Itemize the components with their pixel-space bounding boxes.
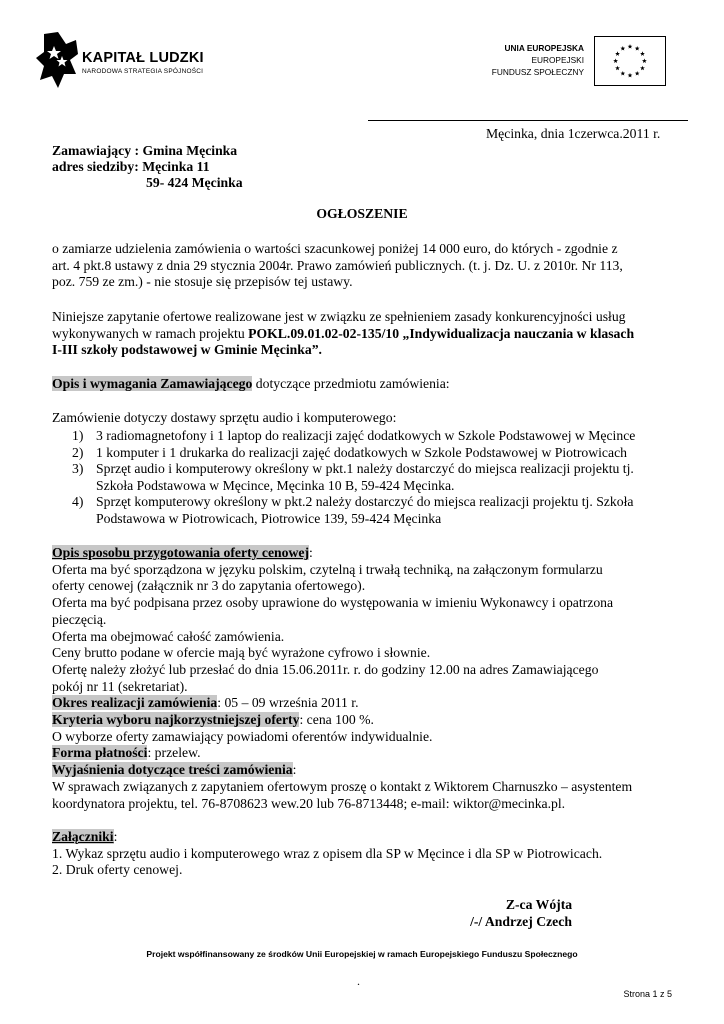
explanations-line: koordynatora projektu, tel. 76-8708623 wew.20 lub 76-8713448; e-mail: wiktor@mecinka.pl. <box>52 795 566 811</box>
signature-block <box>436 896 606 930</box>
eu-star-icon <box>620 71 625 76</box>
eu-line-3: FUNDUSZ SPOŁECZNY <box>491 67 584 77</box>
attachments-colon: : <box>113 829 118 844</box>
realization-value: : 05 – 09 września 2011 r. <box>217 695 359 711</box>
intro-line: poz. 759 ze zm.) - nie stosuje się przepisów tej ustawy. <box>52 274 353 290</box>
list-item-number: 2) <box>72 444 84 460</box>
address-line-3: 59- 424 Męcinka <box>146 175 243 190</box>
offer-line: Oferta ma być sporządzona w języku polskim, czytelną i trwałą techniką, na załączonym formularzu <box>52 561 603 577</box>
list-item-text: Podstawowa w Piotrowicach, Piotrowice 139, 59-424 Męcinka <box>96 510 442 526</box>
document-title: OGŁOSZENIE <box>316 206 408 221</box>
offer-line: oferty cenowej (załącznik nr 3 do zapytania ofertowego). <box>52 578 366 594</box>
list-item-text: 3 radiomagnetofony i 1 laptop do realizacji zajęć dodatkowych w Szkole Podstawowej w Męcince <box>96 428 636 443</box>
section-offer-heading: Opis sposobu przygotowania oferty cenowej <box>52 545 310 560</box>
explanations-heading: Wyjaśnienia dotyczące treści zamówienia <box>52 762 293 778</box>
notify-line: O wyborze oferty zamawiający powiadomi oferentów indywidualnie. <box>52 728 433 744</box>
attachments-heading: Załączniki <box>52 829 114 844</box>
list-item <box>52 428 677 445</box>
eu-star-icon <box>615 66 620 71</box>
eu-star-icon <box>615 51 620 56</box>
signature-title: Z-ca Wójta <box>505 897 573 912</box>
kapital-ludzki-logo <box>36 30 226 92</box>
project-line-2 <box>52 326 677 343</box>
eu-line-2: EUROPEJSKI <box>531 55 584 65</box>
list-item-text: Szkoła Podstawowa w Męcince, Męcinka 10 B, 59-424 Męcinka. <box>96 477 455 493</box>
criteria-heading: Kryteria wyboru najkorzystniejszej oferty <box>52 712 300 728</box>
section-offer-colon: : <box>309 545 313 560</box>
list-item <box>52 461 677 494</box>
section-requirements <box>52 376 677 393</box>
intro-line: art. 4 pkt.8 ustawy z dnia 29 stycznia 2004r. Prawo zamówień publicznych. (t. j. Dz. U. z 2010r. Nr 113, <box>52 257 623 273</box>
project-line-3: I-III szkoły podstawowej w Gminie Męcinka”. <box>52 342 322 358</box>
section-offer-preparation <box>52 545 677 812</box>
project-line-2-plain: wykonywanych w ramach projektu <box>52 325 249 341</box>
project-line-1: Niniejsze zapytanie ofertowe realizowane jest w związku ze spełnieniem zasady konkurencyjności usług <box>52 309 626 324</box>
list-item-number: 1) <box>72 428 84 443</box>
logo-subtitle: NARODOWA STRATEGIA SPÓJNOŚCI <box>82 68 204 75</box>
section-requirements-rest: dotyczące przedmiotu zamówienia: <box>252 376 450 391</box>
eu-star-icon <box>628 73 633 78</box>
attachment-item: 2. Druk oferty cenowej. <box>52 862 183 878</box>
footer-dot: . <box>357 974 360 988</box>
eu-star-icon <box>640 51 645 56</box>
criteria-value: : cena 100 %. <box>299 712 374 728</box>
kapital-ludzki-emblem-icon <box>36 30 80 90</box>
payment-heading: Forma płatności <box>52 745 148 761</box>
section-requirements-heading: Opis i wymagania Zamawiającego <box>52 376 253 391</box>
offer-line: Ofertę należy złożyć lub przesłać do dnia 15.06.2011r. r. do godziny 12.00 na adres Zamawiającego <box>52 661 599 677</box>
eu-flag-icon <box>594 36 666 86</box>
logo-title: KAPITAŁ LUDZKI <box>82 50 204 66</box>
address-block <box>52 143 243 191</box>
eu-star-icon <box>620 46 625 51</box>
header-rule <box>368 120 688 121</box>
offer-line: Oferta ma obejmować całość zamówienia. <box>52 628 285 644</box>
page-number: Strona 1 z 5 <box>623 989 672 999</box>
list-item-number: 4) <box>72 494 84 509</box>
place-date: Męcinka, dnia 1czerwca.2011 r. <box>486 126 661 141</box>
scope-intro: Zamówienie dotyczy dostawy sprzętu audio i komputerowego: <box>52 410 397 425</box>
eu-star-icon <box>628 44 633 49</box>
list-item-number: 3) <box>72 461 84 476</box>
offer-line: Ceny brutto podane w ofercie mają być wyrażone cyfrowo i słownie. <box>52 645 431 661</box>
address-line-1: Zamawiający : Gmina Męcinka <box>52 143 238 158</box>
realization-heading: Okres realizacji zamówienia <box>52 695 218 711</box>
eu-logo-text <box>492 42 584 78</box>
attachments-section <box>52 829 677 879</box>
list-item-text: Sprzęt komputerowy określony w pkt.2 należy dostarczyć do miejsca realizacji projektu tj. Szkoła <box>96 494 634 509</box>
attachment-item: 1. Wykaz sprzętu audio i komputerowego wraz z opisem dla SP w Męcince i dla SP w Piotrowicach. <box>52 845 603 861</box>
eu-star-icon <box>635 46 640 51</box>
scope-list <box>52 428 677 527</box>
eu-star-icon <box>613 59 618 64</box>
explanations-line: W sprawach związanych z zapytaniem ofertowym proszę o kontakt z Wiktorem Charnuszko – asystentem <box>52 778 633 794</box>
eu-star-icon <box>640 66 645 71</box>
eu-star-icon <box>635 71 640 76</box>
list-item <box>52 494 677 527</box>
intro-paragraph <box>52 241 677 291</box>
project-code: POKL.09.01.02-02-135/10 „Indywidualizacja nauczania w klasach <box>248 325 635 341</box>
explanations-colon: : <box>292 762 297 778</box>
payment-value: : przelew. <box>147 745 201 761</box>
signature-name: /-/ Andrzej Czech <box>470 914 572 929</box>
eu-logo <box>476 36 666 88</box>
footer-funding-note: Projekt współfinansowany ze środków Unii Europejskiej w ramach Europejskiego Funduszu Społecznego <box>146 949 578 959</box>
address-line-2: adres siedziby: Męcinka 11 <box>52 159 210 174</box>
list-item <box>52 445 677 462</box>
eu-star-icon <box>642 59 647 64</box>
offer-line: pieczęcią. <box>52 611 107 627</box>
eu-line-1: UNIA EUROPEJSKA <box>504 43 584 53</box>
offer-line: Oferta ma być podpisana przez osoby uprawione do występowania w imieniu Wykonawcy i opatrzona <box>52 595 614 611</box>
offer-line: pokój nr 11 (sekretariat). <box>52 678 188 694</box>
list-item-text: 1 komputer i 1 drukarka do realizacji zajęć dodatkowych w Szkole Podstawowej w Piotrowicach <box>96 444 627 460</box>
intro-line: o zamiarze udzielenia zamówienia o wartości szacunkowej poniżej 14 000 euro, do których - zgodnie z <box>52 241 618 256</box>
project-paragraph <box>52 309 677 359</box>
list-item-text: Sprzęt audio i komputerowy określony w pkt.1 należy dostarczyć do miejsca realizacji projektu tj. <box>96 461 634 476</box>
